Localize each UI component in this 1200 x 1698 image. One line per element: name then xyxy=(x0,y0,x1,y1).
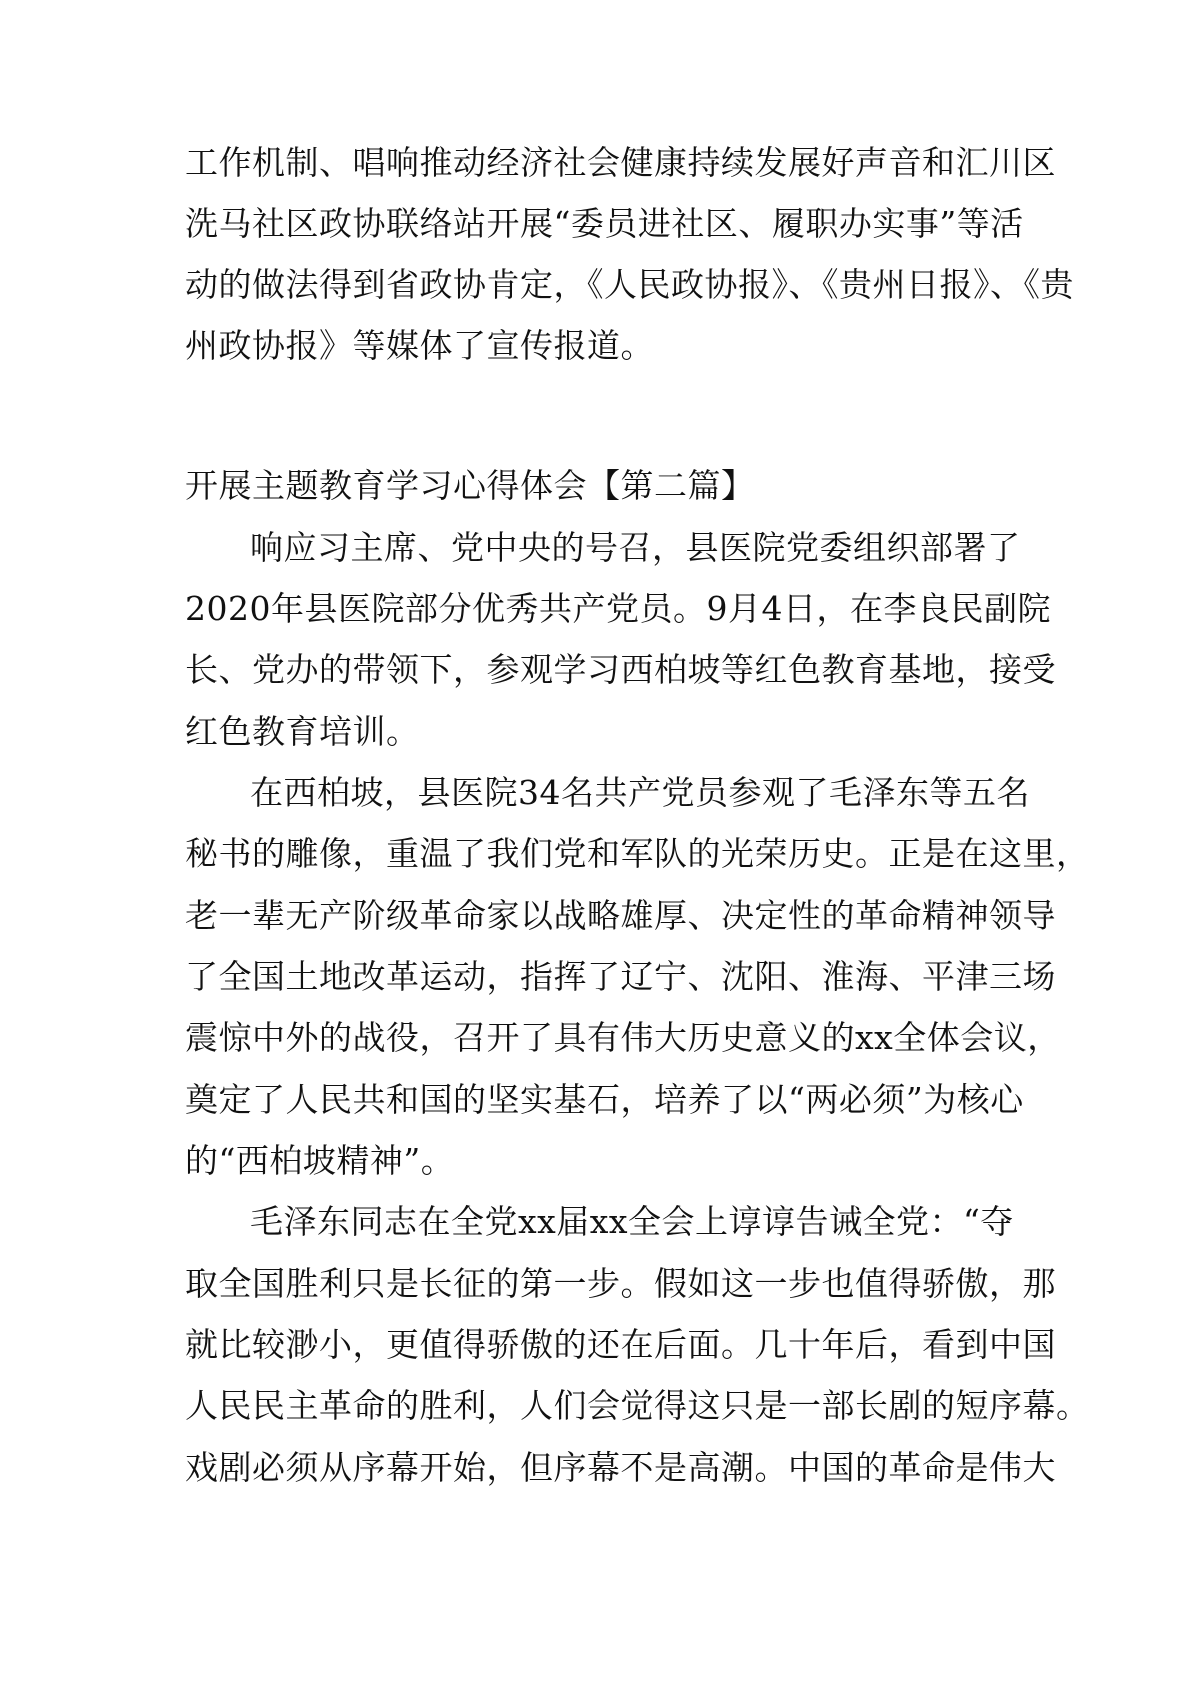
p2-line-6: 奠定了人民共和国的坚实基石，培养了以“两必须”为核心 xyxy=(185,1080,1024,1119)
p2-line-2: 秘书的雕像，重温了我们党和军队的光荣历史。正是在这里， xyxy=(185,834,1090,873)
p3-line-4: 人民民主革命的胜利，人们会觉得这只是一部长剧的短序幕。 xyxy=(185,1386,1090,1425)
p1-line-1: 响应习主席、党中央的号召，县医院党委组织部署了 xyxy=(250,528,1021,567)
intro-line-2: 洗马社区政协联络站开展“委员进社区、履职办实事”等活 xyxy=(185,204,1024,243)
p3-line-2: 取全国胜利只是长征的第一步。假如这一步也值得骄傲，那 xyxy=(185,1264,1056,1303)
p2-line-1: 在西柏坡，县医院34名共产党员参观了毛泽东等五名 xyxy=(250,773,1030,812)
p1-line-3: 长、党办的带领下，参观学习西柏坡等红色教育基地，接受 xyxy=(185,650,1056,689)
p1-line-4: 红色教育培训。 xyxy=(185,712,420,751)
p3-line-1: 毛泽东同志在全党xx届xx全会上谆谆告诫全党：“夺 xyxy=(250,1202,1014,1241)
intro-line-1: 工作机制、唱响推动经济社会健康持续发展好声音和汇川区 xyxy=(185,143,1056,182)
intro-line-4: 州政协报》等媒体了宣传报道。 xyxy=(185,326,654,365)
p3-line-5: 戏剧必须从序幕开始，但序幕不是高潮。中国的革命是伟大 xyxy=(185,1448,1056,1487)
p2-line-4: 了全国土地改革运动，指挥了辽宁、沈阳、淮海、平津三场 xyxy=(185,957,1056,996)
p3-line-3: 就比较渺小，更值得骄傲的还在后面。几十年后，看到中国 xyxy=(185,1325,1056,1364)
intro-line-3: 动的做法得到省政协肯定，《人民政协报》、《贵州日报》、《贵 xyxy=(185,265,1074,304)
section-heading: 开展主题教育学习心得体会【第二篇】 xyxy=(185,466,755,505)
p1-line-2: 2020年县医院部分优秀共产党员。9月4日，在李良民副院 xyxy=(185,589,1051,628)
p2-line-7: 的“西柏坡精神”。 xyxy=(185,1141,455,1180)
p2-line-3: 老一辈无产阶级革命家以战略雄厚、决定性的革命精神领导 xyxy=(185,896,1056,935)
p2-line-5: 震惊中外的战役，召开了具有伟大历史意义的xx全体会议， xyxy=(185,1018,1061,1057)
